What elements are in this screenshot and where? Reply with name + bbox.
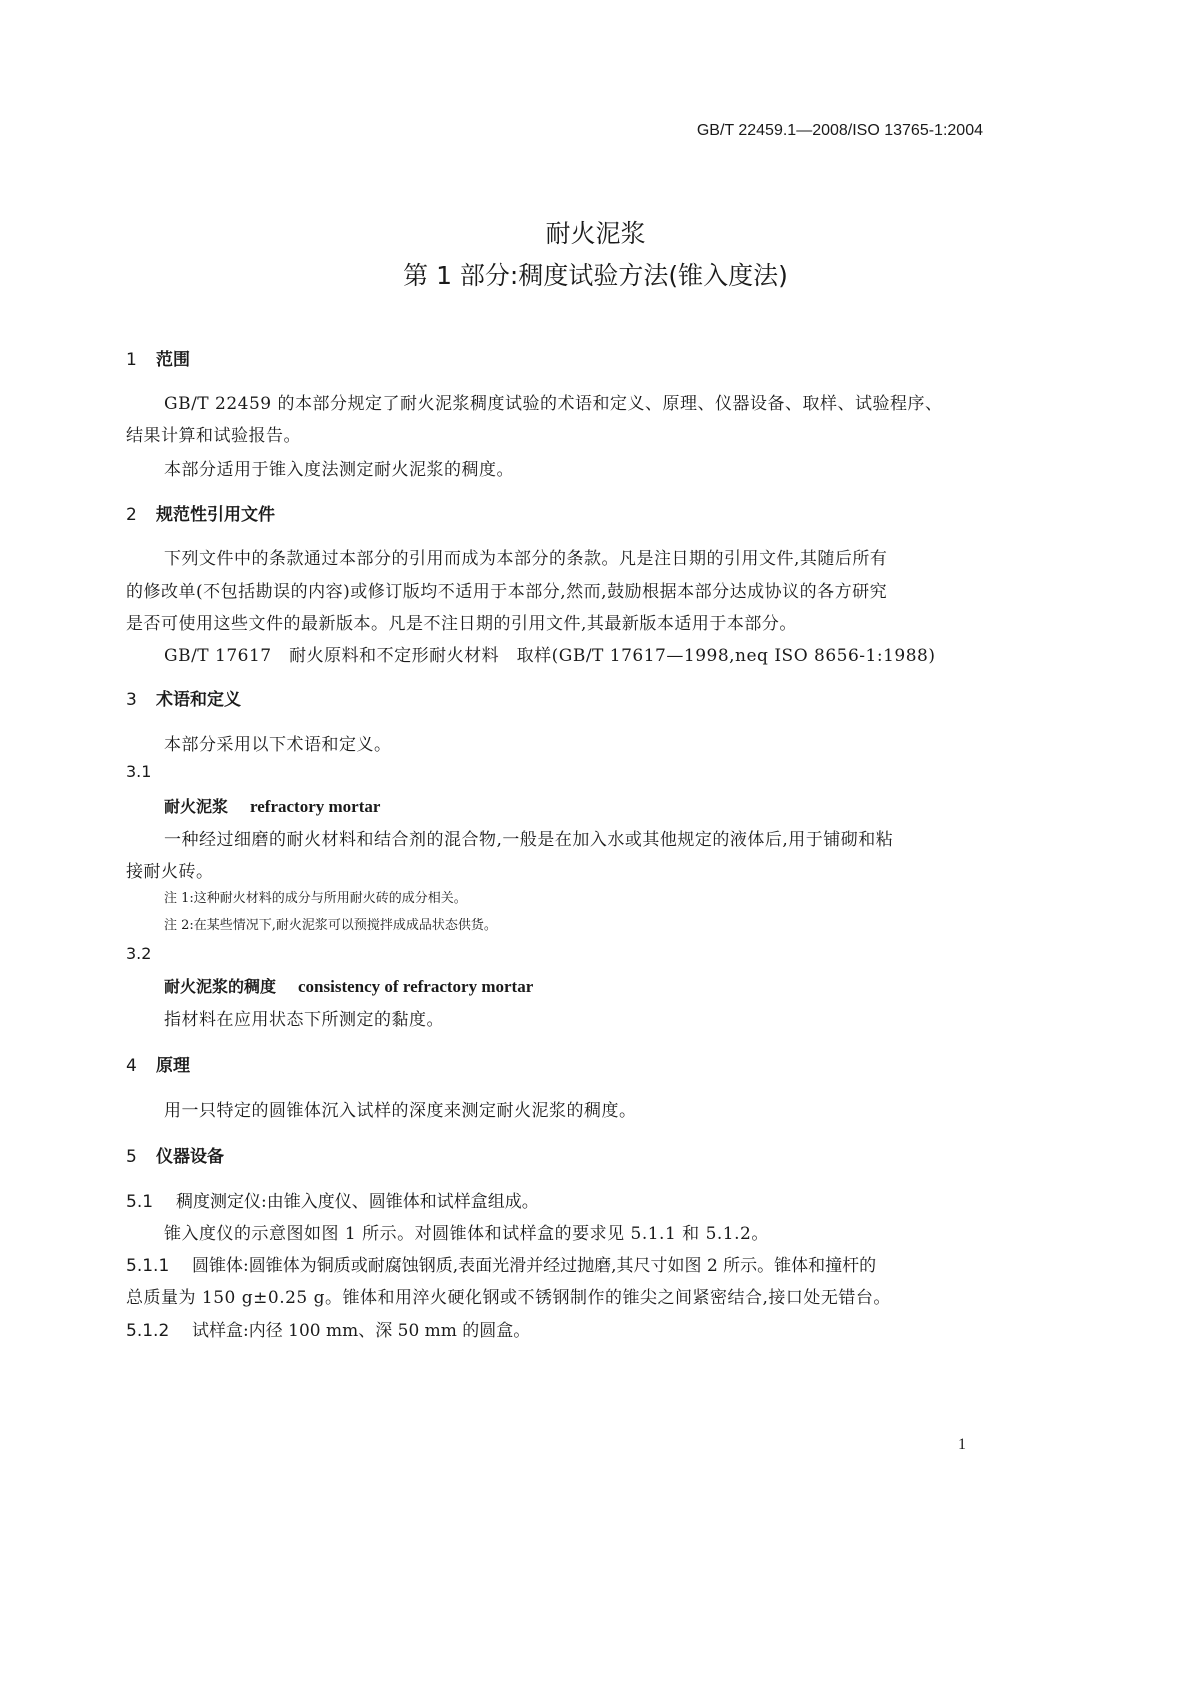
section-number: 3 [126,690,137,710]
term-1-chinese: 耐火泥浆 [164,797,229,816]
clause-5-1-1 [126,1251,876,1276]
term-2-english: consistency of refractory mortar [298,977,534,996]
standard-number: GB/T 22459.1—2008/ISO 13765-1:2004 [696,122,983,139]
term-2-chinese: 耐火泥浆的稠度 [164,977,277,996]
section-4-heading [126,1051,190,1076]
term-1-number: 3.1 [126,762,152,781]
section-2-paragraph-line-3: 是否可使用这些文件的最新版本。凡是不注日期的引用文件,其最新版本适用于本部分。 [126,614,797,634]
section-3-heading [126,685,241,710]
section-2-paragraph-line-2: 的修改单(不包括勘误的内容)或修订版均不适用于本部分,然而,鼓励根据本部分达成协议的各方研究 [126,582,888,602]
section-title: 范围 [156,350,190,370]
clause-5-1-2 [126,1316,530,1341]
section-number: 1 [126,350,137,370]
normative-reference: GB/T 17617 耐火原料和不定形耐火材料 取样(GB/T 17617—1998,neq ISO 8656-1:1988) [164,646,936,666]
section-1-paragraph-2: 本部分适用于锥入度法测定耐火泥浆的稠度。 [164,460,514,480]
section-2-paragraph-line-1: 下列文件中的条款通过本部分的引用而成为本部分的条款。凡是注日期的引用文件,其随后所有 [164,549,888,569]
section-title: 规范性引用文件 [156,505,275,525]
page-number: 1 [958,1436,966,1453]
section-number: 4 [126,1056,137,1076]
title-line-2: 第 1 部分:稠度试验方法(锥入度法) [403,261,788,290]
clause-text: 圆锥体:圆锥体为铜质或耐腐蚀钢质,表面光滑并经过抛磨,其尺寸如图 2 所示。锥体和撞杆的 [192,1256,877,1276]
clause-5-1-1-cont: 总质量为 150 g±0.25 g。锥体和用淬火硬化钢或不锈钢制作的锥尖之间紧密结合,接口处无错台。 [126,1288,891,1308]
section-2-heading [126,500,275,525]
term-1-english: refractory mortar [250,797,381,816]
term-1-note-1: 注 1:这种耐火材料的成分与所用耐火砖的成分相关。 [164,891,467,906]
term-2-number: 3.2 [126,944,152,963]
clause-5-1-paragraph-2: 锥入度仪的示意图如图 1 所示。对圆锥体和试样盒的要求见 5.1.1 和 5.1.2。 [164,1224,769,1244]
term-1-heading [164,794,380,817]
section-5-heading [126,1142,224,1167]
clause-number: 5.1.1 [126,1256,170,1276]
section-title: 仪器设备 [156,1147,224,1167]
section-1-paragraph-1-cont: 结果计算和试验报告。 [126,426,301,446]
section-title: 原理 [156,1056,190,1076]
section-1-paragraph-1: GB/T 22459 的本部分规定了耐火泥浆稠度试验的术语和定义、原理、仪器设备、取样、试验程序、 [164,394,943,414]
term-1-note-2: 注 2:在某些情况下,耐火泥浆可以预搅拌成成品状态供货。 [164,918,497,933]
term-2-heading [164,974,533,997]
clause-5-1 [126,1187,539,1212]
section-number: 5 [126,1147,137,1167]
section-1-heading [126,345,190,370]
term-1-definition-line-2: 接耐火砖。 [126,862,214,882]
section-3-intro: 本部分采用以下术语和定义。 [164,735,392,755]
section-number: 2 [126,505,137,525]
clause-number: 5.1.2 [126,1321,170,1341]
clause-text: 稠度测定仪:由锥入度仪、圆锥体和试样盒组成。 [176,1192,539,1212]
clause-number: 5.1 [126,1192,154,1212]
section-title: 术语和定义 [156,690,241,710]
clause-text: 试样盒:内径 100 mm、深 50 mm 的圆盒。 [192,1321,531,1341]
title-line-1: 耐火泥浆 [545,219,646,248]
section-4-paragraph: 用一只特定的圆锥体沉入试样的深度来测定耐火泥浆的稠度。 [164,1101,637,1121]
term-2-definition: 指材料在应用状态下所测定的黏度。 [164,1010,444,1030]
term-1-definition-line-1: 一种经过细磨的耐火材料和结合剂的混合物,一般是在加入水或其他规定的液体后,用于铺砌和粘 [164,830,894,850]
